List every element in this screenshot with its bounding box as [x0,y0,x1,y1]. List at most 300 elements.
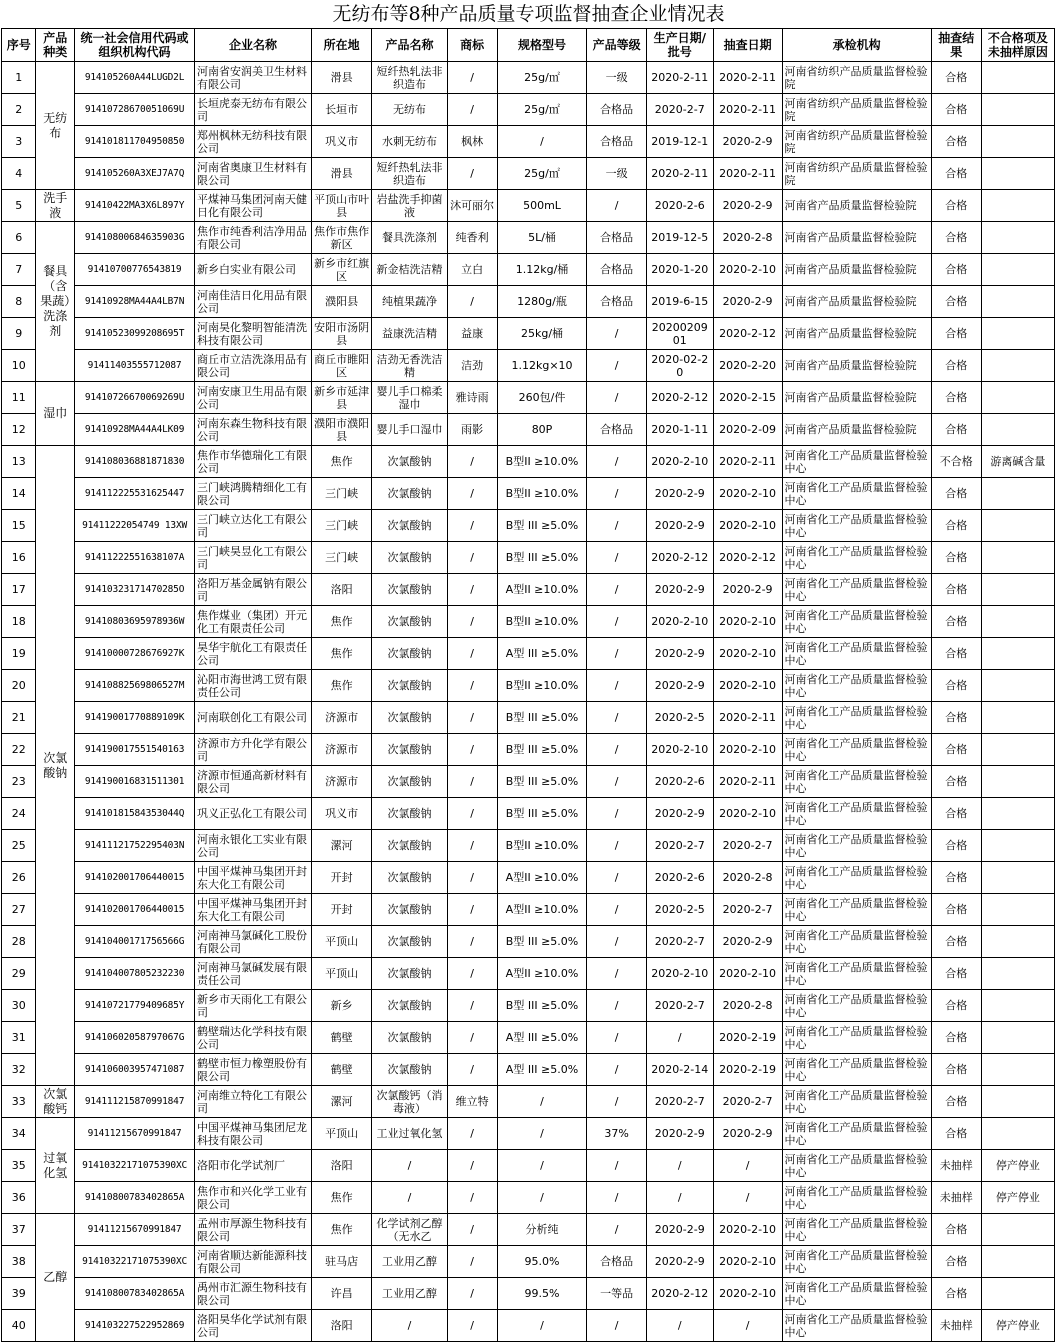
institution-cell: 河南省化工产品质量监督检验中心 [782,1118,931,1150]
code-cell: 914105260A44LUGD2L [75,62,195,94]
code-cell: 91410928MA44A4LB7N [75,286,195,318]
grade-cell: 一级 [587,158,646,190]
spec-cell: A型 III ≥5.0% [497,1054,587,1086]
table-row [2,1278,1055,1310]
production-date: 2020-02-20 [646,350,713,382]
table-row [2,94,1055,126]
inspection-date: 2020-2-9 [713,1118,782,1150]
product-name: / [372,1182,447,1214]
table-row [2,510,1055,542]
institution-cell: 河南省化工产品质量监督检验中心 [782,798,931,830]
company-name: 新乡白实业有限公司 [195,254,312,286]
location-cell: 平顶山 [311,1118,372,1150]
company-name: 长垣虎泰无纺布有限公司 [195,94,312,126]
reason-cell [981,478,1054,510]
product-name: 次氯酸钠 [372,798,447,830]
table-row [2,926,1055,958]
result-cell: 合格 [931,414,981,446]
inspection-date: 2020-2-9 [713,926,782,958]
category-cell: 次氯酸钙 [36,1086,75,1118]
code-cell: 914106003957471087 [75,1054,195,1086]
code-cell: 914102001706440015 [75,862,195,894]
product-name: 次氯酸钠 [372,638,447,670]
category-cell: 无纺布 [36,62,75,190]
result-cell: 合格 [931,670,981,702]
production-date: 2020-2-9 [646,670,713,702]
spec-cell: 1.12kg/桶 [497,254,587,286]
header-cell: 产品等级 [587,29,646,62]
header-cell: 生产日期/批号 [646,29,713,62]
reason-cell: 停产停业 [981,1182,1054,1214]
inspection-date: 2020-2-10 [713,1214,782,1246]
reason-cell [981,126,1054,158]
table-row [2,542,1055,574]
company-name: 沁阳市海世鸿工贸有限责任公司 [195,670,312,702]
spec-cell: B型II ≥10.0% [497,830,587,862]
production-date: 2019-6-15 [646,286,713,318]
seq-cell: 20 [2,670,36,702]
table-row [2,670,1055,702]
result-cell: 合格 [931,958,981,990]
institution-cell: 河南省化工产品质量监督检验中心 [782,894,931,926]
brand-cell: 立白 [447,254,497,286]
institution-cell: 河南省化工产品质量监督检验中心 [782,1022,931,1054]
location-cell: 濮阳县 [311,286,372,318]
seq-cell: 21 [2,702,36,734]
table-row [2,606,1055,638]
product-name: 次氯酸钠 [372,766,447,798]
header-cell: 产品名称 [372,29,447,62]
header-cell: 抽查日期 [713,29,782,62]
location-cell: 焦作 [311,1214,372,1246]
reason-cell [981,574,1054,606]
product-name: 次氯酸钠 [372,862,447,894]
spec-cell: 25g/㎡ [497,94,587,126]
result-cell: 合格 [931,926,981,958]
result-cell: 未抽样 [931,1182,981,1214]
location-cell: 鹤壁 [311,1022,372,1054]
grade-cell: 合格品 [587,94,646,126]
institution-cell: 河南省化工产品质量监督检验中心 [782,1310,931,1342]
company-name: 河南省奥康卫生材料有限公司 [195,158,312,190]
code-cell: 91410322171075390XC [75,1150,195,1182]
production-date: 2020-2-11 [646,158,713,190]
production-date: 2020-2-7 [646,830,713,862]
seq-cell: 26 [2,862,36,894]
seq-cell: 30 [2,990,36,1022]
reason-cell [981,670,1054,702]
grade-cell: / [587,350,646,382]
grade-cell: 合格品 [587,1246,646,1278]
grade-cell: / [587,446,646,478]
reason-cell [981,926,1054,958]
code-cell: 91410800684635903G [75,222,195,254]
product-name: 次氯酸钠 [372,990,447,1022]
spec-cell: B型 III ≥5.0% [497,990,587,1022]
grade-cell: / [587,1054,646,1086]
seq-cell: 37 [2,1214,36,1246]
spec-cell: / [497,1118,587,1150]
reason-cell [981,62,1054,94]
location-cell: 商丘市睢阳区 [311,350,372,382]
inspection-date: 2020-2-11 [713,446,782,478]
location-cell: 平顶山 [311,926,372,958]
seq-cell: 2 [2,94,36,126]
result-cell: 合格 [931,606,981,638]
institution-cell: 河南省化工产品质量监督检验中心 [782,958,931,990]
production-date: / [646,1150,713,1182]
seq-cell: 17 [2,574,36,606]
spec-cell: A型II ≥10.0% [497,894,587,926]
production-date: 2019-12-5 [646,222,713,254]
product-name: 次氯酸钠 [372,734,447,766]
brand-cell: / [447,926,497,958]
seq-cell: 13 [2,446,36,478]
brand-cell: / [447,510,497,542]
company-name: 中国平煤神马集团开封东大化工有限公司 [195,894,312,926]
inspection-date: 2020-2-10 [713,958,782,990]
location-cell: 新乡市延津县 [311,382,372,414]
result-cell: 合格 [931,222,981,254]
spec-cell: / [497,126,587,158]
location-cell: 焦作市焦作新区 [311,222,372,254]
company-name: 巩义正弘化工有限公司 [195,798,312,830]
seq-cell: 6 [2,222,36,254]
result-cell: 合格 [931,318,981,350]
brand-cell: 沐可丽尔 [447,190,497,222]
seq-cell: 29 [2,958,36,990]
result-cell: 不合格 [931,446,981,478]
inspection-date: 2020-2-10 [713,638,782,670]
code-cell: 91410800783402865A [75,1182,195,1214]
location-cell: 平顶山市叶县 [311,190,372,222]
reason-cell [981,1278,1054,1310]
company-name: 河南维立特化工有限公司 [195,1086,312,1118]
result-cell: 合格 [931,510,981,542]
code-cell: 91410602058797067G [75,1022,195,1054]
header-cell: 序号 [2,29,36,62]
table-row [2,702,1055,734]
code-cell: 914101811704950850 [75,126,195,158]
spec-cell: A型 III ≥5.0% [497,638,587,670]
header-cell: 不合格项及未抽样原因 [981,29,1054,62]
institution-cell: 河南省产品质量监督检验院 [782,222,931,254]
seq-cell: 7 [2,254,36,286]
reason-cell [981,1118,1054,1150]
location-cell: 新乡市红旗区 [311,254,372,286]
code-cell: 91411215670991847 [75,1118,195,1150]
reason-cell [981,318,1054,350]
inspection-date: 2020-2-9 [713,190,782,222]
seq-cell: 36 [2,1182,36,1214]
grade-cell: / [587,542,646,574]
brand-cell: / [447,670,497,702]
code-cell: 91410800783402865A [75,1278,195,1310]
seq-cell: 5 [2,190,36,222]
result-cell: 合格 [931,798,981,830]
code-cell: 91410523099208695T [75,318,195,350]
result-cell: 合格 [931,862,981,894]
category-cell: 湿巾 [36,382,75,446]
code-cell: 91419001770889109K [75,702,195,734]
seq-cell: 34 [2,1118,36,1150]
production-date: 2020-1-11 [646,414,713,446]
result-cell: 合格 [931,1214,981,1246]
brand-cell: / [447,62,497,94]
inspection-date: 2020-2-7 [713,1086,782,1118]
production-date: 2020-2-6 [646,190,713,222]
brand-cell: / [447,286,497,318]
product-name: 岩盐洗手抑菌液 [372,190,447,222]
company-name: 三门峡昊昱化工有限公司 [195,542,312,574]
code-cell: 91410400171756566G [75,926,195,958]
product-name: 次氯酸钠 [372,606,447,638]
reason-cell [981,350,1054,382]
spec-cell: / [497,1150,587,1182]
reason-cell [981,1086,1054,1118]
production-date: 2020-2-6 [646,766,713,798]
reason-cell [981,286,1054,318]
location-cell: 平顶山 [311,958,372,990]
grade-cell: 合格品 [587,222,646,254]
grade-cell: / [587,638,646,670]
brand-cell: / [447,446,497,478]
spec-cell: / [497,1182,587,1214]
table-row [2,1246,1055,1278]
code-cell: 91411403555712087 [75,350,195,382]
institution-cell: 河南省产品质量监督检验院 [782,382,931,414]
brand-cell: 枫林 [447,126,497,158]
table-row [2,1214,1055,1246]
seq-cell: 27 [2,894,36,926]
location-cell: 巩义市 [311,798,372,830]
seq-cell: 35 [2,1150,36,1182]
production-date: 2020-2-14 [646,1054,713,1086]
company-name: 济源市恒通高新材料有限公司 [195,766,312,798]
product-name: 化学试剂乙醇（无水乙 [372,1214,447,1246]
brand-cell: / [447,766,497,798]
category-cell: 乙醇 [36,1214,75,1342]
code-cell: 91411215670991847 [75,1214,195,1246]
code-cell: 91410181584353044Q [75,798,195,830]
category-cell: 次氯酸钠 [36,446,75,1086]
spec-cell: B型 III ≥5.0% [497,702,587,734]
brand-cell: / [447,1150,497,1182]
inspection-date: 2020-2-11 [713,94,782,126]
product-name: / [372,1150,447,1182]
institution-cell: 河南省纺织产品质量监督检验院 [782,158,931,190]
inspection-date: 2020-2-8 [713,222,782,254]
code-cell: 914104007805232230 [75,958,195,990]
result-cell: 合格 [931,766,981,798]
inspection-date: / [713,1310,782,1342]
grade-cell: / [587,190,646,222]
production-date: 2020-2-5 [646,702,713,734]
brand-cell: / [447,1022,497,1054]
product-name: 次氯酸钠 [372,1054,447,1086]
code-cell: 91410322171075390XC [75,1246,195,1278]
brand-cell: 洁劲 [447,350,497,382]
spec-cell: B型II ≥10.0% [497,606,587,638]
header-row [2,29,1055,62]
location-cell: 新乡 [311,990,372,1022]
table-row [2,798,1055,830]
company-name: 河南联创化工有限公司 [195,702,312,734]
production-date: 2020-2-7 [646,990,713,1022]
brand-cell: / [447,574,497,606]
location-cell: 济源市 [311,734,372,766]
institution-cell: 河南省化工产品质量监督检验中心 [782,990,931,1022]
institution-cell: 河南省化工产品质量监督检验中心 [782,766,931,798]
brand-cell: / [447,1278,497,1310]
production-date: 2020-2-5 [646,894,713,926]
result-cell: 合格 [931,542,981,574]
reason-cell [981,254,1054,286]
production-date: 2020-1-20 [646,254,713,286]
production-date: 2020-2-7 [646,926,713,958]
page-title: 无纺布等8种产品质量专项监督抽查企业情况表 [332,3,725,25]
table-row [2,446,1055,478]
table-row [2,1118,1055,1150]
product-name: 餐具洗涤剂 [372,222,447,254]
seq-cell: 16 [2,542,36,574]
inspection-date: 2020-2-7 [713,894,782,926]
institution-cell: 河南省化工产品质量监督检验中心 [782,574,931,606]
reason-cell [981,766,1054,798]
location-cell: 滑县 [311,158,372,190]
institution-cell: 河南省产品质量监督检验院 [782,318,931,350]
spec-cell: 1280g/瓶 [497,286,587,318]
reason-cell [981,414,1054,446]
product-name: 工业用乙醇 [372,1278,447,1310]
brand-cell: / [447,958,497,990]
company-name: 昊华宇航化工有限责任公司 [195,638,312,670]
grade-cell: / [587,1310,646,1342]
seq-cell: 18 [2,606,36,638]
brand-cell: / [447,862,497,894]
company-name: 孟州市厚源生物科技有限公司 [195,1214,312,1246]
grade-cell: / [587,702,646,734]
institution-cell: 河南省化工产品质量监督检验中心 [782,1246,931,1278]
brand-cell: / [447,606,497,638]
header-cell: 所在地 [311,29,372,62]
production-date: / [646,1022,713,1054]
product-name: 次氯酸钠 [372,958,447,990]
inspection-date: 2020-2-11 [713,158,782,190]
product-name: 益康洗洁精 [372,318,447,350]
spec-cell: 500mL [497,190,587,222]
reason-cell [981,222,1054,254]
product-name: 次氯酸钠 [372,478,447,510]
result-cell: 合格 [931,1054,981,1086]
reason-cell [981,1054,1054,1086]
brand-cell: / [447,1118,497,1150]
institution-cell: 河南省化工产品质量监督检验中心 [782,1054,931,1086]
result-cell: 合格 [931,1278,981,1310]
spec-cell: 25g/㎡ [497,158,587,190]
code-cell: 91410000728676927K [75,638,195,670]
company-name: 洛阳市化学试剂厂 [195,1150,312,1182]
header-cell: 统一社会信用代码或组织机构代码 [75,29,195,62]
production-date: 2019-12-1 [646,126,713,158]
brand-cell: / [447,830,497,862]
category-cell: 餐具（含果蔬）洗涤剂 [36,222,75,382]
brand-cell: 雅诗雨 [447,382,497,414]
reason-cell: 游离碱含量 [981,446,1054,478]
production-date: 2020-2-9 [646,510,713,542]
company-name: 洛阳昊华化学试剂有限公司 [195,1310,312,1342]
result-cell: 合格 [931,990,981,1022]
seq-cell: 10 [2,350,36,382]
brand-cell: / [447,894,497,926]
seq-cell: 19 [2,638,36,670]
location-cell: 濮阳市濮阳县 [311,414,372,446]
grade-cell: / [587,606,646,638]
production-date: 2020-2-9 [646,574,713,606]
location-cell: 驻马店 [311,1246,372,1278]
location-cell: 洛阳 [311,1310,372,1342]
institution-cell: 河南省产品质量监督检验院 [782,414,931,446]
product-name: 洁劲无香洗洁精 [372,350,447,382]
result-cell: 合格 [931,1246,981,1278]
grade-cell: / [587,1022,646,1054]
grade-cell: / [587,926,646,958]
inspection-date: 2020-2-9 [713,574,782,606]
company-name: 焦作煤业（集团）开元化工有限责任公司 [195,606,312,638]
company-name: 三门峡鸿腾精细化工有限公司 [195,478,312,510]
company-name: 焦作市和兴化学工业有限公司 [195,1182,312,1214]
result-cell: 合格 [931,1022,981,1054]
result-cell: 合格 [931,190,981,222]
company-name: 河南佳洁日化用品有限公司 [195,286,312,318]
grade-cell: / [587,318,646,350]
product-name: 次氯酸钠 [372,446,447,478]
seq-cell: 31 [2,1022,36,1054]
production-date: 2020-2-7 [646,94,713,126]
table-row [2,1310,1055,1342]
code-cell: 914105260A3XEJ7A7Q [75,158,195,190]
inspection-date: 2020-2-8 [713,990,782,1022]
seq-cell: 39 [2,1278,36,1310]
grade-cell: 一级 [587,62,646,94]
code-cell: 914190017551540163 [75,734,195,766]
grade-cell: / [587,1182,646,1214]
inspection-date: 2020-2-10 [713,478,782,510]
inspection-date: / [713,1182,782,1214]
table-row [2,478,1055,510]
brand-cell: / [447,1054,497,1086]
inspection-date: 2020-2-15 [713,382,782,414]
inspection-date: 2020-2-7 [713,830,782,862]
table-row [2,1054,1055,1086]
company-name: 中国平煤神马集团尼龙科技有限公司 [195,1118,312,1150]
code-cell: 91410726670069269U [75,382,195,414]
institution-cell: 河南省化工产品质量监督检验中心 [782,670,931,702]
result-cell: 合格 [931,478,981,510]
location-cell: 济源市 [311,702,372,734]
header-cell: 企业名称 [195,29,312,62]
code-cell: 914190016831511301 [75,766,195,798]
inspection-date: 2020-2-10 [713,510,782,542]
inspection-date: 2020-2-12 [713,542,782,574]
location-cell: 焦作 [311,670,372,702]
reason-cell [981,158,1054,190]
production-date: 2020-2-9 [646,478,713,510]
production-date: 2020-2-12 [646,542,713,574]
result-cell: 合格 [931,158,981,190]
result-cell: 合格 [931,1086,981,1118]
table-row [2,318,1055,350]
